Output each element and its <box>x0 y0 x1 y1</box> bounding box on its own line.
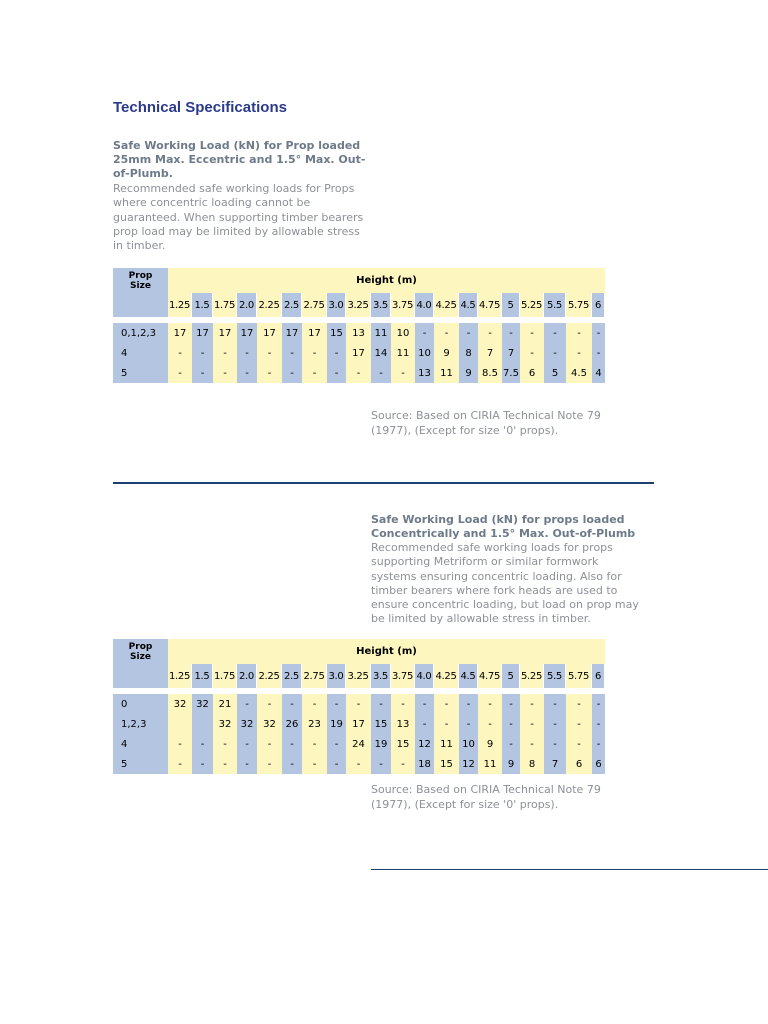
table-row <box>113 734 605 754</box>
table-cell: - <box>592 343 605 363</box>
section2-desc-line: Recommended safe working loads for props <box>371 541 613 554</box>
height-value: 5.25 <box>520 293 544 317</box>
height-value: 5.75 <box>566 664 592 688</box>
row-label: 4 <box>113 343 168 363</box>
table-cell: - <box>192 754 213 774</box>
height-value: 2.0 <box>237 293 257 317</box>
height-value: 1.75 <box>213 293 237 317</box>
table-cell: - <box>237 754 257 774</box>
table-cell: - <box>544 714 566 734</box>
height-value: 5.5 <box>544 293 566 317</box>
table-cell: - <box>257 754 282 774</box>
height-value: 4.75 <box>478 664 502 688</box>
table-cell: - <box>478 714 502 734</box>
height-value: 2.5 <box>282 664 302 688</box>
table-cell: - <box>391 363 415 383</box>
table-cell: - <box>459 323 478 343</box>
table-cell: 9 <box>502 754 520 774</box>
section1-title-line: 25mm Max. Eccentric and 1.5° Max. Out- <box>113 153 366 166</box>
section1-desc-line: where concentric loading cannot be <box>113 196 311 210</box>
table-row <box>113 694 605 714</box>
table-cell: - <box>192 343 213 363</box>
table-cell: - <box>257 694 282 714</box>
table-cell: - <box>566 323 592 343</box>
table-cell: - <box>237 343 257 363</box>
height-value: 5.5 <box>544 664 566 688</box>
table-cell: - <box>415 323 434 343</box>
table-cell: - <box>502 694 520 714</box>
section2-desc-line: ensure concentric loading, but load on prop may <box>371 598 639 612</box>
table-cell: - <box>592 734 605 754</box>
height-value: 6 <box>592 664 605 688</box>
table-cell: 9 <box>434 343 459 363</box>
table-cell: - <box>592 323 605 343</box>
table-cell: 6 <box>592 754 605 774</box>
table-cell: - <box>346 754 371 774</box>
table-cell: - <box>566 694 592 714</box>
table-cell: 14 <box>371 343 391 363</box>
table-cell: - <box>566 734 592 754</box>
table-cell: - <box>478 323 502 343</box>
table-cell: - <box>237 694 257 714</box>
height-value: 4.5 <box>459 664 478 688</box>
height-value: 4.0 <box>415 293 434 317</box>
height-value: 2.25 <box>257 664 282 688</box>
table-cell: - <box>478 694 502 714</box>
table-cell: - <box>327 694 346 714</box>
height-value: 4.5 <box>459 293 478 317</box>
table-cell: - <box>520 714 544 734</box>
table-cell: 32 <box>192 694 213 714</box>
table-cell: - <box>346 363 371 383</box>
height-value: 1.25 <box>168 664 192 688</box>
height-value: 2.75 <box>302 664 327 688</box>
bottom-divider <box>371 869 768 870</box>
table-cell: 9 <box>459 363 478 383</box>
table-cell: - <box>520 343 544 363</box>
heights-row <box>113 664 605 688</box>
section2-source-line: (1977), (Except for size '0' props). <box>371 797 559 811</box>
table-cell: - <box>302 343 327 363</box>
table-cell <box>192 714 213 734</box>
table-cell: 10 <box>459 734 478 754</box>
table-cell: - <box>302 734 327 754</box>
section1-source-line: Source: Based on CIRIA Technical Note 79 <box>371 409 601 422</box>
table-cell: 11 <box>478 754 502 774</box>
table-cell: 15 <box>327 323 346 343</box>
row-label: 0 <box>113 694 168 714</box>
table-cell: - <box>327 754 346 774</box>
table-cell: 7 <box>478 343 502 363</box>
table-cell: 13 <box>391 714 415 734</box>
section-divider <box>113 482 654 484</box>
table-cell: 10 <box>415 343 434 363</box>
table-cell: - <box>257 343 282 363</box>
table-cell: 13 <box>415 363 434 383</box>
section1-desc-line: Recommended safe working loads for Props <box>113 182 355 195</box>
table-cell: - <box>502 714 520 734</box>
table-cell: 12 <box>459 754 478 774</box>
table-cell: - <box>544 694 566 714</box>
table-cell: 18 <box>415 754 434 774</box>
section2-desc-line: be limited by allowable stress in timber. <box>371 612 591 626</box>
height-value: 2.5 <box>282 293 302 317</box>
table-row <box>113 754 605 774</box>
table-cell: - <box>544 323 566 343</box>
height-value: 3.5 <box>371 664 391 688</box>
table-cell: - <box>391 754 415 774</box>
section1-title <box>113 139 365 181</box>
section2-desc-line: timber bearers where fork heads are used to <box>371 583 618 597</box>
swl-table-concentric <box>113 639 605 774</box>
table-cell: 8 <box>459 343 478 363</box>
table-cell: 19 <box>371 734 391 754</box>
height-value: 5 <box>502 293 520 317</box>
table-cell: - <box>168 734 192 754</box>
table-header-row <box>113 639 605 664</box>
prop-size-header-line: Size <box>130 651 151 662</box>
height-value: 3.25 <box>346 664 371 688</box>
table-cell: - <box>434 714 459 734</box>
table-cell: - <box>213 363 237 383</box>
height-value: 4.25 <box>434 293 459 317</box>
table-cell: - <box>282 343 302 363</box>
table-cell: - <box>371 754 391 774</box>
table-cell: - <box>257 363 282 383</box>
height-value: 3.0 <box>327 664 346 688</box>
height-value: 3.75 <box>391 293 415 317</box>
table-cell: - <box>371 694 391 714</box>
table-cell: 11 <box>371 323 391 343</box>
height-value: 1.75 <box>213 664 237 688</box>
table-cell: 12 <box>415 734 434 754</box>
table-cell: 10 <box>391 323 415 343</box>
prop-size-header <box>113 268 168 293</box>
table-cell: 23 <box>302 714 327 734</box>
table-cell: - <box>327 734 346 754</box>
table-cell: 7 <box>502 343 520 363</box>
height-value: 1.5 <box>192 293 213 317</box>
table-cell: 17 <box>192 323 213 343</box>
table-row <box>113 714 605 734</box>
section2-title <box>371 513 635 541</box>
table-cell: 4.5 <box>566 363 592 383</box>
table-cell: - <box>282 754 302 774</box>
section2-desc-line: systems ensuring concentric loading. Also for <box>371 569 622 583</box>
table-cell: - <box>544 734 566 754</box>
heights-row-blank <box>113 664 168 688</box>
section1-title-line: of-Plumb. <box>113 167 173 180</box>
height-value: 3.5 <box>371 293 391 317</box>
table-cell: 17 <box>302 323 327 343</box>
table-cell: - <box>168 343 192 363</box>
section1-title-line: Safe Working Load (kN) for Prop loaded <box>113 139 361 152</box>
section1-desc-line: guaranteed. When supporting timber bearers <box>113 210 364 224</box>
table-cell: 32 <box>237 714 257 734</box>
table-cell: 7 <box>544 754 566 774</box>
height-header: Height (m) <box>168 268 605 293</box>
swl-table-eccentric <box>113 268 605 383</box>
table-cell: 17 <box>346 714 371 734</box>
table-cell: - <box>327 363 346 383</box>
table-cell: 32 <box>168 694 192 714</box>
section1-source-line: (1977), (Except for size '0' props). <box>371 423 559 437</box>
table-cell: - <box>192 363 213 383</box>
table-cell: - <box>502 734 520 754</box>
table-cell: 17 <box>168 323 192 343</box>
table-cell: - <box>237 363 257 383</box>
prop-size-header <box>113 639 168 664</box>
height-value: 4.0 <box>415 664 434 688</box>
table-cell: - <box>213 754 237 774</box>
table-cell: 13 <box>346 323 371 343</box>
height-header: Height (m) <box>168 639 605 664</box>
row-label: 5 <box>113 754 168 774</box>
table-cell: - <box>327 343 346 363</box>
height-value: 4.25 <box>434 664 459 688</box>
table-cell: 6 <box>566 754 592 774</box>
table-cell: - <box>566 714 592 734</box>
height-value: 3.0 <box>327 293 346 317</box>
table-cell: 5 <box>544 363 566 383</box>
section1-desc-line: prop load may be limited by allowable stress <box>113 224 360 238</box>
table-cell: 19 <box>327 714 346 734</box>
section2-source-line: Source: Based on CIRIA Technical Note 79 <box>371 783 601 796</box>
table-header-row <box>113 268 605 293</box>
table-cell: - <box>302 694 327 714</box>
prop-size-header-line: Size <box>130 280 151 291</box>
table-cell: - <box>459 694 478 714</box>
section2-title-line: Safe Working Load (kN) for props loaded <box>371 513 625 526</box>
table-cell: - <box>282 694 302 714</box>
table-row <box>113 363 605 383</box>
table-cell: 8.5 <box>478 363 502 383</box>
table-cell: - <box>502 323 520 343</box>
table-cell: - <box>237 734 257 754</box>
table-cell: - <box>302 754 327 774</box>
height-value: 5 <box>502 664 520 688</box>
table-cell: 11 <box>434 734 459 754</box>
table-cell: 11 <box>391 343 415 363</box>
height-value: 6 <box>592 293 605 317</box>
table-cell: - <box>192 734 213 754</box>
table-cell: - <box>302 363 327 383</box>
table-cell: - <box>257 734 282 754</box>
table-cell: 32 <box>257 714 282 734</box>
table-cell: - <box>168 754 192 774</box>
prop-size-header-line: Prop <box>128 270 153 281</box>
table-cell: 11 <box>434 363 459 383</box>
heights-row <box>113 293 605 317</box>
table-cell: - <box>213 343 237 363</box>
table-cell <box>168 714 192 734</box>
height-value: 2.75 <box>302 293 327 317</box>
table-cell: - <box>544 343 566 363</box>
height-value: 1.25 <box>168 293 192 317</box>
table-cell: 15 <box>371 714 391 734</box>
table-cell: - <box>391 694 415 714</box>
table-cell: 32 <box>213 714 237 734</box>
table-cell: 17 <box>237 323 257 343</box>
heights-row-blank <box>113 293 168 317</box>
table-cell: - <box>434 323 459 343</box>
table-cell: - <box>415 714 434 734</box>
table-cell: 4 <box>592 363 605 383</box>
page-title: Technical Specifications <box>113 99 287 116</box>
table-cell: 26 <box>282 714 302 734</box>
table-cell: - <box>520 734 544 754</box>
table-cell: - <box>459 714 478 734</box>
table-cell: 17 <box>282 323 302 343</box>
row-label: 4 <box>113 734 168 754</box>
row-label: 5 <box>113 363 168 383</box>
table-cell: - <box>282 734 302 754</box>
table-cell: - <box>592 694 605 714</box>
table-cell: 17 <box>213 323 237 343</box>
height-value: 5.25 <box>520 664 544 688</box>
section1-desc-line: in timber. <box>113 239 166 253</box>
table-cell: 24 <box>346 734 371 754</box>
table-cell: - <box>566 343 592 363</box>
table-cell: - <box>434 694 459 714</box>
section2-desc-line: supporting Metriform or similar formwork <box>371 555 599 569</box>
table-cell: - <box>371 363 391 383</box>
height-value: 2.0 <box>237 664 257 688</box>
section2-description <box>371 541 639 627</box>
table-row <box>113 343 605 363</box>
table-row <box>113 323 605 343</box>
table-cell: - <box>520 323 544 343</box>
table-cell: - <box>592 714 605 734</box>
height-value: 2.25 <box>257 293 282 317</box>
table-cell: 6 <box>520 363 544 383</box>
height-value: 4.75 <box>478 293 502 317</box>
table-cell: - <box>213 734 237 754</box>
height-value: 3.25 <box>346 293 371 317</box>
section1-description <box>113 182 363 253</box>
table-cell: 15 <box>391 734 415 754</box>
height-value: 5.75 <box>566 293 592 317</box>
table-cell: 17 <box>257 323 282 343</box>
table-cell: - <box>168 363 192 383</box>
table-cell: 17 <box>346 343 371 363</box>
table-cell: - <box>282 363 302 383</box>
table-cell: 15 <box>434 754 459 774</box>
prop-size-header-line: Prop <box>128 641 153 652</box>
section2-source <box>371 783 601 812</box>
table-cell: - <box>346 694 371 714</box>
section2-title-line: Concentrically and 1.5° Max. Out-of-Plumb <box>371 527 636 540</box>
table-cell: - <box>415 694 434 714</box>
table-cell: 8 <box>520 754 544 774</box>
height-value: 3.75 <box>391 664 415 688</box>
height-value: 1.5 <box>192 664 213 688</box>
row-label: 0,1,2,3 <box>113 323 168 343</box>
table-cell: 21 <box>213 694 237 714</box>
table-cell: 9 <box>478 734 502 754</box>
section1-source <box>371 409 601 438</box>
table-cell: 7.5 <box>502 363 520 383</box>
table-cell: - <box>520 694 544 714</box>
row-label: 1,2,3 <box>113 714 168 734</box>
